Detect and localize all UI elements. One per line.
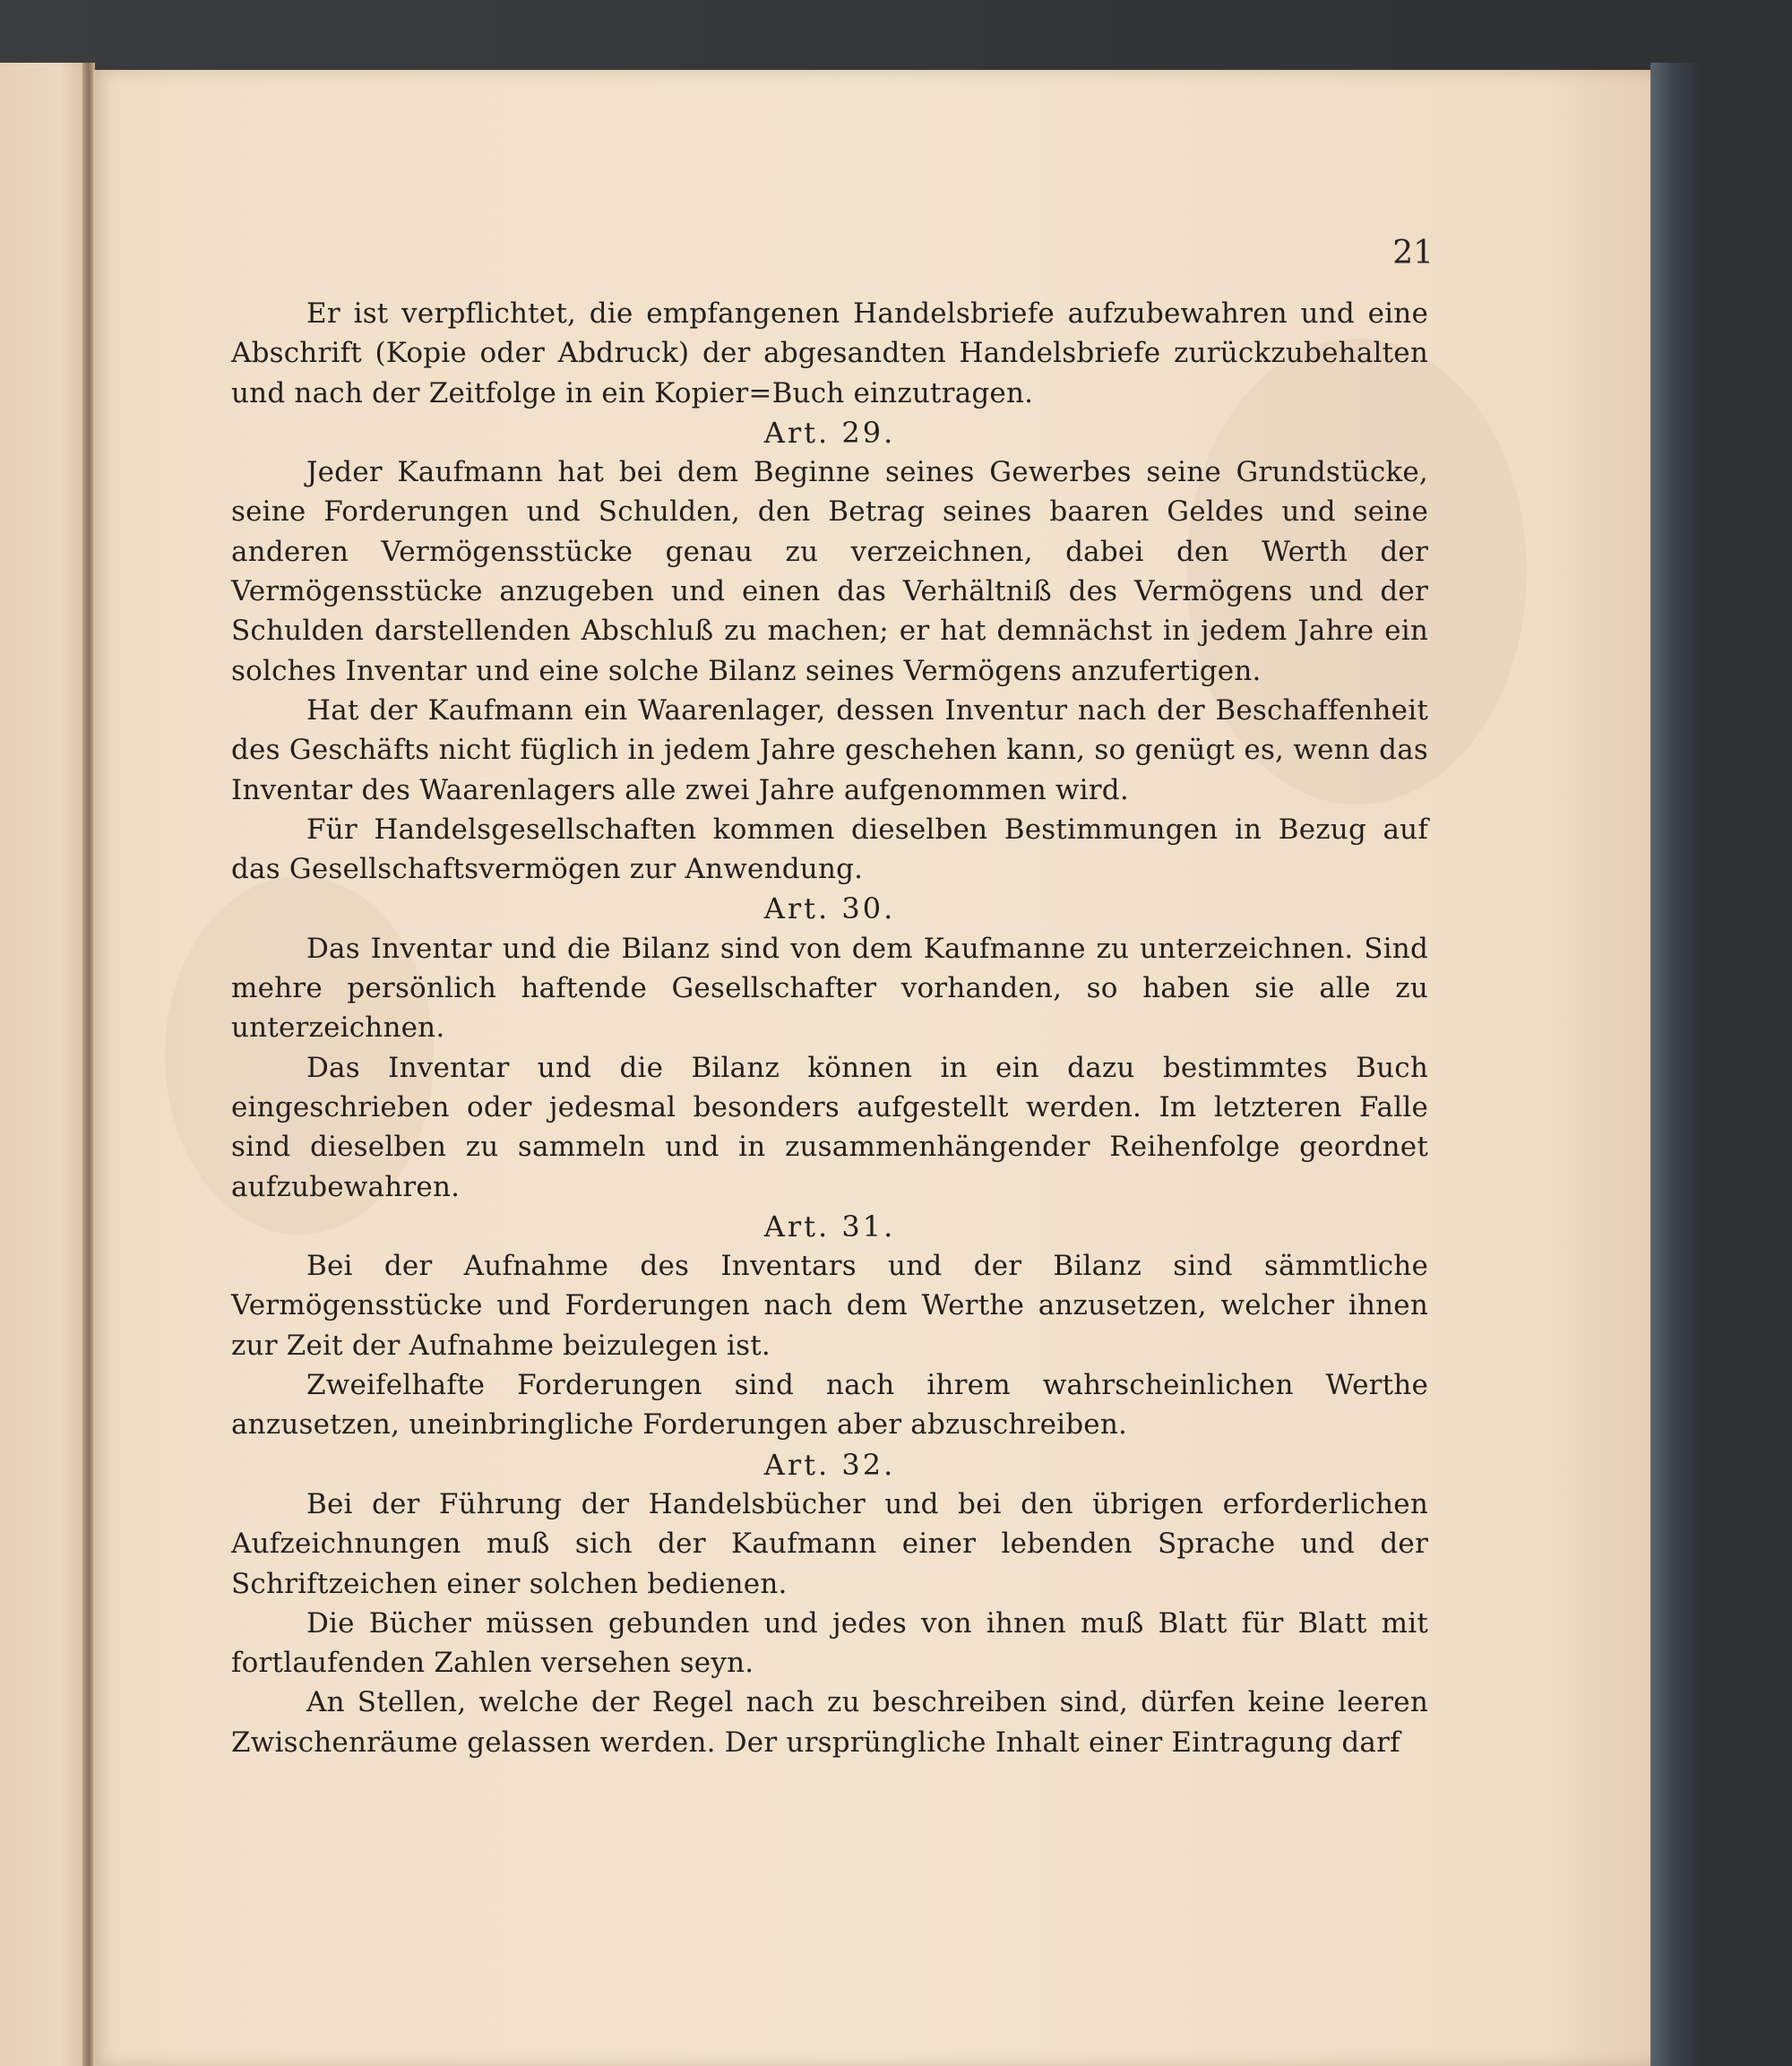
page-number: 21 [1392, 235, 1434, 271]
facing-page-edge [0, 63, 85, 2066]
paragraph: Das Inventar und die Bilanz sind von dem Kaufmanne zu unterzeichnen. Sind mehre persönlich haftende Gesellschafter vorhanden, so haben sie alle zu unterzeichnen. [231, 932, 1428, 1045]
paragraph: Er ist verpflichtet, die empfangenen Handelsbriefe aufzubewahren und eine Abschrift (Kopie oder Abdruck) der abgesandten Handelsbriefe zurückzubehalten und nach der Zeitfolge in ein Kopier=Buch einzutragen. [231, 297, 1428, 409]
paragraph: Jeder Kaufmann hat bei dem Beginne seines Gewerbes seine Grundstücke, seine Forderungen und Schulden, den Betrag seines baaren Geldes und seine anderen Vermögensstücke genau zu verzeichnen, dabei den Werth der Vermögensstücke anzugeben und einen das Verhältniß des Vermögens und der Schulden darstellenden Abschluß zu machen; er hat demnächst in jedem Jahre ein solches Inventar und eine solche Bilanz seines Vermögens anzufertigen. [231, 456, 1428, 687]
book-cover-edge [1650, 63, 1702, 2066]
paragraph: Bei der Führung der Handelsbücher und bei den übrigen erforderlichen Aufzeichnungen muß sich der Kaufmann einer lebenden Sprache und der Schriftzeichen einer solchen bedienen. [231, 1487, 1428, 1600]
paragraph: Bei der Aufnahme des Inventars und der Bilanz sind sämmtliche Vermögensstücke und Forderungen nach dem Werthe anzusetzen, welcher ihnen zur Zeit der Aufnahme beizulegen ist. [231, 1250, 1428, 1362]
paragraph: Hat der Kaufmann ein Waarenlager, dessen Inventur nach der Beschaffenheit des Geschäfts nicht füglich in jedem Jahre geschehen kann, so genügt es, wenn das Inventar des Waarenlagers alle zwei Jahre aufgenommen wird. [231, 693, 1428, 806]
body-text [231, 294, 1428, 1762]
paragraph: Für Handelsgesellschaften kommen dieselben Bestimmungen in Bezug auf das Gesellschaftsvermögen zur Anwendung. [231, 813, 1428, 886]
article-heading: Art. 32. [763, 1447, 896, 1482]
article-heading: Art. 29. [763, 415, 896, 450]
article-heading: Art. 31. [763, 1209, 896, 1244]
paragraph: Die Bücher müssen gebunden und jedes von ihnen muß Blatt für Blatt mit fortlaufenden Zahlen versehen seyn. [231, 1606, 1428, 1680]
paragraph: Das Inventar und die Bilanz können in ein dazu bestimmtes Buch eingeschrieben oder jedesmal besonders aufgestellt werden. Im letzteren Falle sind dieselben zu sammeln und in zusammenhängender Reihenfolge geordnet aufzubewahren. [231, 1051, 1428, 1203]
article-heading: Art. 30. [763, 891, 896, 926]
paragraph: An Stellen, welche der Regel nach zu beschreiben sind, dürfen keine leeren Zwischenräume gelassen werden. Der ursprüngliche Inhalt einer Eintragung darf [231, 1686, 1428, 1759]
paragraph: Zweifelhafte Forderungen sind nach ihrem wahrscheinlichen Werthe anzusetzen, uneinbringliche Forderungen aber abzuschreiben. [231, 1369, 1428, 1442]
